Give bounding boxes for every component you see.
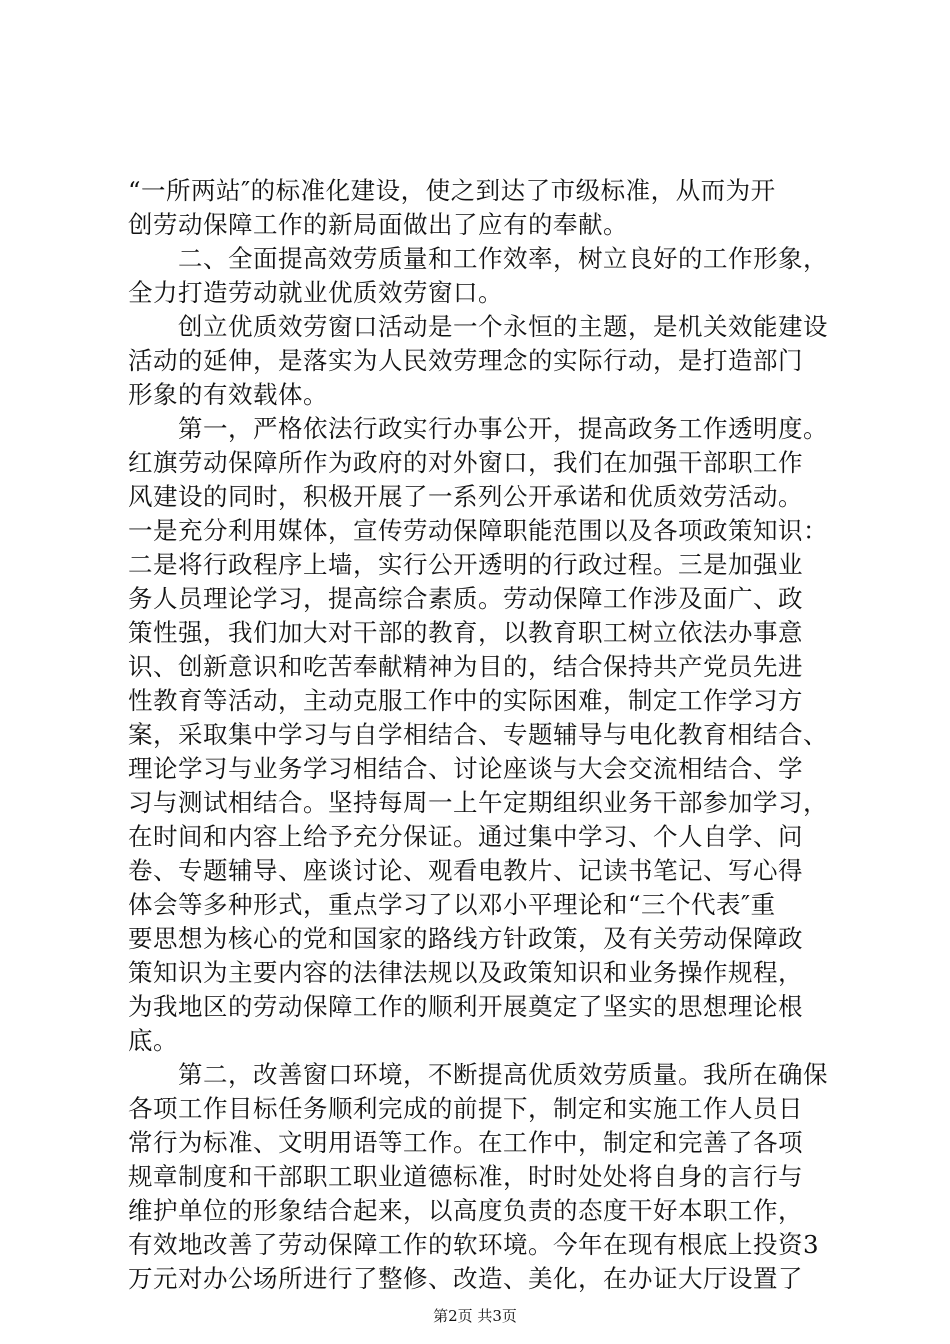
- text-line: 红旗劳动保障所作为政府的对外窗口，我们在加强干部职工作: [128, 448, 803, 477]
- text-line: 案，采取集中学习与自学相结合、专题辅导与电化教育相结合、: [128, 720, 828, 749]
- text-line: 常行为标准、文明用语等工作。在工作中，制定和完善了各项: [128, 1128, 803, 1157]
- text-line: 底。: [128, 1026, 178, 1055]
- text-line: 卷、专题辅导、座谈讨论、观看电教片、记读书笔记、写心得: [128, 856, 803, 885]
- text-line: 全力打造劳动就业优质效劳窗口。: [128, 278, 503, 307]
- text-line: 一是充分利用媒体，宣传劳动保障职能范围以及各项政策知识：: [128, 516, 828, 545]
- text-line: 各项工作目标任务顺利完成的前提下，制定和实施工作人员日: [128, 1094, 803, 1123]
- text-line: 第二，改善窗口环境，不断提高优质效劳质量。我所在确保: [128, 1060, 828, 1089]
- text-line: 要思想为核心的党和国家的路线方针政策，及有关劳动保障政: [128, 924, 803, 953]
- text-line: 体会等多种形式，重点学习了以邓小平理论和“三个代表″重: [128, 890, 776, 919]
- text-line: 务人员理论学习，提高综合素质。劳动保障工作涉及面广、政: [128, 584, 803, 613]
- text-line: 活动的延伸，是落实为人民效劳理念的实际行动，是打造部门: [128, 346, 803, 375]
- text-line: 策性强，我们加大对干部的教育，以教育职工树立依法办事意: [128, 618, 803, 647]
- text-line: 习与测试相结合。坚持每周一上午定期组织业务干部参加学习，: [128, 788, 828, 817]
- document-body: [128, 174, 828, 1296]
- page-footer: [0, 1306, 950, 1326]
- text-line: 第一，严格依法行政实行办事公开，提高政务工作透明度。: [128, 414, 828, 443]
- text-line: 形象的有效载体。: [128, 380, 328, 409]
- text-line: “一所两站″的标准化建设，使之到达了市级标准，从而为开: [128, 176, 776, 205]
- text-line: 创立优质效劳窗口活动是一个永恒的主题，是机关效能建设: [128, 312, 828, 341]
- text-line: 理论学习与业务学习相结合、讨论座谈与大会交流相结合、学: [128, 754, 803, 783]
- text-line: 二、全面提高效劳质量和工作效率，树立良好的工作形象，: [128, 244, 828, 273]
- text-line: 为我地区的劳动保障工作的顺利开展奠定了坚实的思想理论根: [128, 992, 803, 1021]
- text-line: 万元对办公场所进行了整修、改造、美化，在办证大厅设置了: [128, 1264, 803, 1293]
- text-line: 策知识为主要内容的法律法规以及政策知识和业务操作规程，: [128, 958, 803, 987]
- text-line: 规章制度和干部职工职业道德标准，时时处处将自身的言行与: [128, 1162, 803, 1191]
- text-line: 创劳动保障工作的新局面做出了应有的奉献。: [128, 210, 628, 239]
- text-line: 风建设的同时，积极开展了一系列公开承诺和优质效劳活动。: [128, 482, 803, 511]
- text-line: 识、创新意识和吃苦奉献精神为目的，结合保持共产党员先进: [128, 652, 803, 681]
- page-number-label: 第2页 共3页: [433, 1307, 517, 1325]
- text-line: 在时间和内容上给予充分保证。通过集中学习、个人自学、问: [128, 822, 803, 851]
- text-line: 二是将行政程序上墙，实行公开透明的行政过程。三是加强业: [128, 550, 803, 579]
- text-line: 性教育等活动，主动克服工作中的实际困难，制定工作学习方: [128, 686, 803, 715]
- text-line: 有效地改善了劳动保障工作的软环境。今年在现有根底上投资3: [128, 1230, 820, 1259]
- text-line: 维护单位的形象结合起来，以高度负责的态度干好本职工作，: [128, 1196, 803, 1225]
